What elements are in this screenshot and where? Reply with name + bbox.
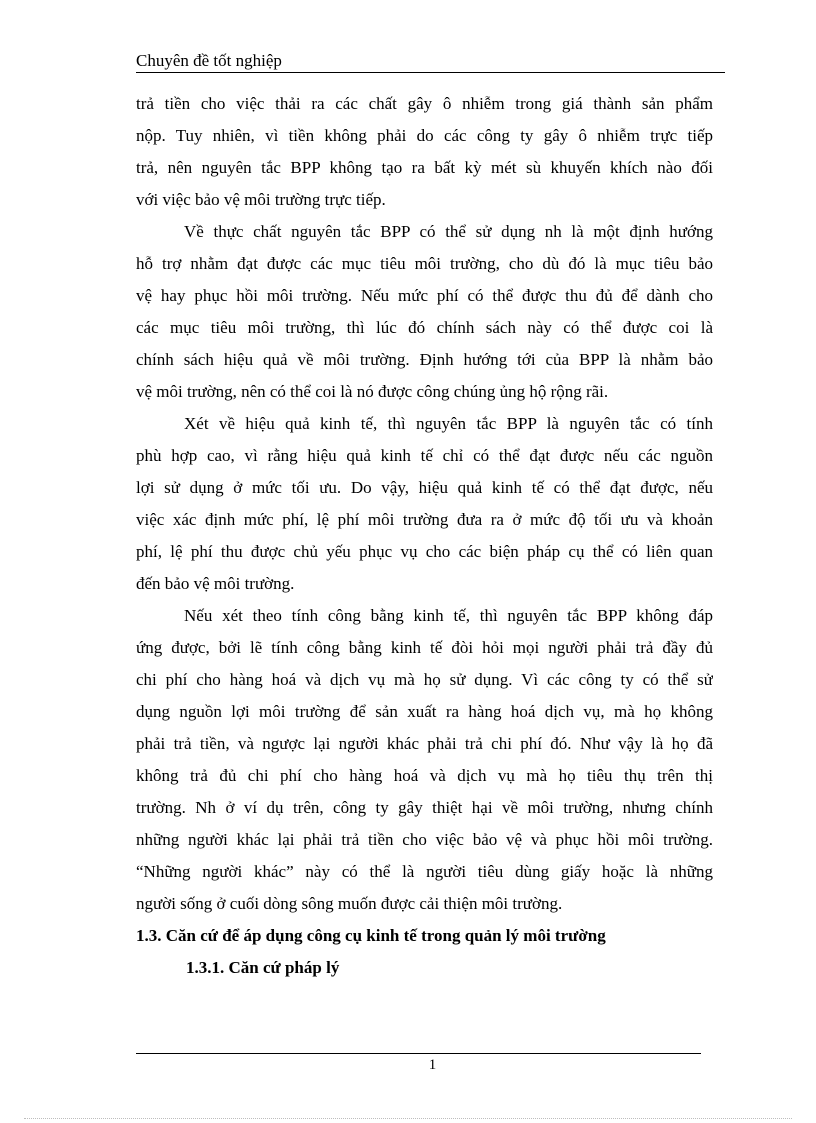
text-line: Xét về hiệu quả kinh tế, thì nguyên tắc BPP là nguyên tắc có tính	[184, 414, 713, 433]
text-line: Nếu xét theo tính công bằng kinh tế, thì nguyên tắc BPP không đáp	[184, 606, 713, 625]
text-line: lợi sử dụng ở mức tối ưu. Do vậy, hiệu quả kinh tế có thể đạt được, nếu	[136, 478, 713, 497]
text-line: trả, nên nguyên tắc BPP không tạo ra bất kỳ mét sù khuyến khích nào đối	[136, 158, 713, 177]
text-line: người sống ở cuối dòng sông muốn được cải thiện môi trường.	[136, 894, 563, 913]
text-line: đến bảo vệ môi trường.	[136, 574, 295, 593]
text-line: dụng nguồn lợi môi trường để sản xuất ra hàng hoá dịch vụ, mà họ không	[136, 702, 713, 721]
subsection-heading: 1.3.1. Căn cứ pháp lý	[186, 958, 340, 977]
text-line: trả tiền cho việc thải ra các chất gây ô nhiễm trong giá thành sản phẩm	[136, 94, 713, 113]
text-line: các mục tiêu môi trường, thì lúc đó chính sách này có thể được coi là	[136, 318, 713, 337]
paragraph	[136, 408, 713, 600]
text-line: phí, lệ phí thu được chủ yếu phục vụ cho các biện pháp cụ thể có liên quan	[136, 542, 713, 561]
text-line: “Những người khác” này có thể là người tiêu dùng giấy hoặc là những	[136, 862, 713, 881]
text-line: chính sách hiệu quả về môi trường. Định hướng tới của BPP là nhằm bảo	[136, 350, 713, 369]
header-title: Chuyên đề tốt nghiệp	[136, 51, 282, 70]
text-line: phải trả tiền, và ngược lại người khác phải trả chi phí đó. Như vậy là họ đã	[136, 734, 713, 753]
paragraph	[136, 216, 713, 408]
paragraph	[136, 600, 713, 920]
paragraph	[136, 88, 713, 216]
section-heading: 1.3. Căn cứ để áp dụng công cụ kinh tế trong quản lý môi trường	[136, 926, 606, 945]
document-body	[136, 88, 713, 984]
text-line: chi phí cho hàng hoá và dịch vụ mà họ sử dụng. Vì các công ty có thể sử	[136, 670, 713, 689]
text-line: vệ hay phục hồi môi trường. Nếu mức phí có thể được thu đủ để dành cho	[136, 286, 713, 305]
text-line: những người khác lại phải trả tiền cho việc bảo vệ và phục hồi môi trường.	[136, 830, 713, 849]
text-line: phù hợp cao, vì rằng hiệu quả kinh tế chỉ có thể đạt được nếu các nguồn	[136, 446, 713, 465]
page-number: 1	[428, 1057, 437, 1073]
text-line: với việc bảo vệ môi trường trực tiếp.	[136, 190, 386, 209]
footer-divider	[136, 1053, 701, 1054]
text-line: việc xác định mức phí, lệ phí môi trường đưa ra ở mức độ tối ưu và khoản	[136, 510, 713, 529]
text-line: không trả đủ chi phí cho hàng hoá và dịch vụ mà họ tiêu thụ trên thị	[136, 766, 713, 785]
page-edge-divider	[24, 1118, 792, 1119]
page-header	[136, 50, 725, 73]
text-line: hỗ trợ nhằm đạt được các mục tiêu môi trường, cho dù đó là mục tiêu bảo	[136, 254, 713, 273]
text-line: trường. Nh ở ví dụ trên, công ty gây thiệt hại về môi trường, nhưng chính	[136, 798, 713, 817]
text-line: nộp. Tuy nhiên, vì tiền không phải do các công ty gây ô nhiễm trực tiếp	[136, 126, 713, 145]
text-line: ứng được, bởi lẽ tính công bằng kinh tế đòi hỏi mọi người phải trả đầy đủ	[136, 638, 713, 657]
text-line: Về thực chất nguyên tắc BPP có thể sử dụng nh là một định hướng	[184, 222, 713, 241]
text-line: vệ môi trường, nên có thể coi là nó được công chúng ủng hộ rộng rãi.	[136, 382, 609, 401]
